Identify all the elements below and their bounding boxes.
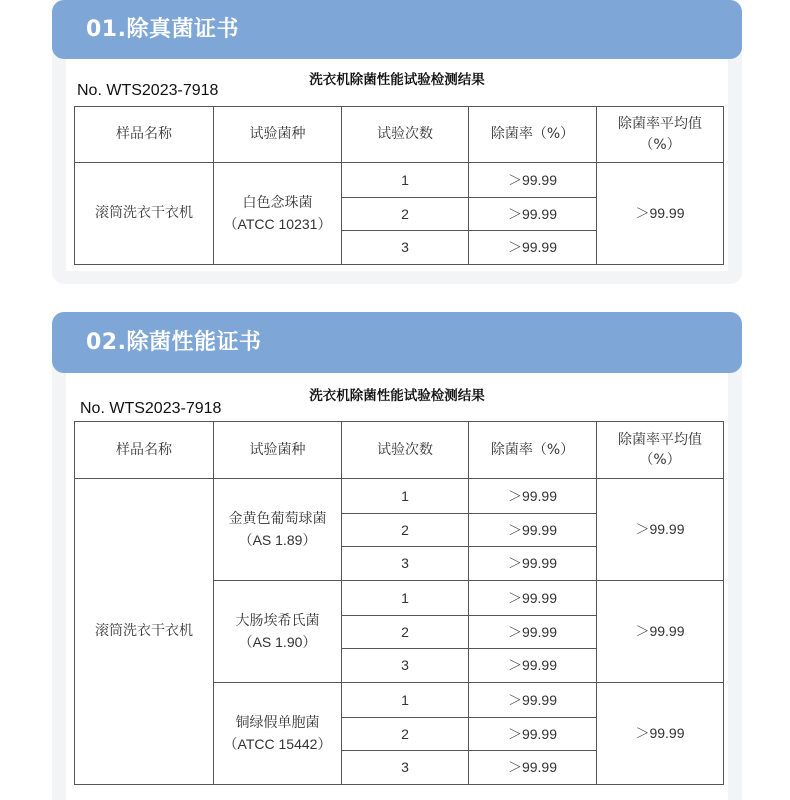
- trial-number: 3: [342, 649, 469, 683]
- average-rate-cell: ＞99.99: [597, 581, 724, 683]
- strain-name: 铜绿假单胞菌: [235, 715, 320, 732]
- sample-name-cell: 滚筒洗衣干衣机: [75, 163, 214, 265]
- trial-number: 2: [342, 198, 469, 231]
- results-table: [74, 421, 724, 785]
- trial-rate: ＞99.99: [469, 198, 597, 231]
- header-trial-count: 试验次数: [342, 107, 469, 163]
- report-title: 洗衣机除菌性能试验检测结果: [309, 72, 485, 88]
- header-average-rate: [597, 422, 724, 479]
- trial-number: 2: [342, 616, 469, 649]
- trial-rate: ＞99.99: [469, 649, 597, 683]
- section-title: 02.除菌性能证书: [86, 330, 262, 355]
- average-rate-cell: ＞99.99: [597, 479, 724, 581]
- header-average-rate-label: 除菌率平均值（%）: [618, 431, 702, 468]
- results-table: [74, 106, 724, 265]
- trial-number: 3: [342, 231, 469, 265]
- header-sample-name: 样品名称: [75, 107, 214, 163]
- trial-rate: ＞99.99: [469, 231, 597, 265]
- strain-name: 金黄色葡萄球菌: [228, 511, 327, 528]
- header-average-rate-label: 除菌率平均值（%）: [618, 116, 702, 153]
- strain-code: （AS 1.90）: [238, 633, 317, 650]
- average-rate-cell: ＞99.99: [597, 683, 724, 785]
- certificate-card-antifungal: [52, 0, 742, 284]
- trial-number: 1: [342, 683, 469, 718]
- header-trial-count: 试验次数: [342, 422, 469, 479]
- trial-number: 1: [342, 479, 469, 514]
- header-average-rate: [597, 107, 724, 163]
- section-banner: [52, 312, 742, 373]
- report-sheet: [66, 373, 728, 800]
- strain-name: 大肠埃希氏菌: [235, 613, 320, 630]
- table-row: [75, 479, 724, 514]
- strain-code: （ATCC 10231）: [223, 215, 332, 232]
- header-sample-name: 样品名称: [75, 422, 214, 479]
- trial-rate: ＞99.99: [469, 683, 597, 718]
- report-number: No. WTS2023-7918: [77, 82, 219, 99]
- section-banner: [52, 0, 742, 59]
- header-removal-rate: 除菌率（%）: [469, 422, 597, 479]
- certificate-card-antibacterial: [52, 312, 742, 800]
- report-title: 洗衣机除菌性能试验检测结果: [309, 388, 485, 404]
- header-test-strain: 试验菌种: [214, 107, 342, 163]
- strain-code: （AS 1.89）: [238, 531, 317, 548]
- trial-number: 2: [342, 514, 469, 547]
- report-number: No. WTS2023-7918: [80, 400, 222, 417]
- strain-cell: [214, 683, 342, 785]
- average-rate-cell: ＞99.99: [597, 163, 724, 265]
- strain-cell: [214, 163, 342, 265]
- trial-number: 3: [342, 751, 469, 785]
- header-removal-rate: 除菌率（%）: [469, 107, 597, 163]
- trial-rate: ＞99.99: [469, 581, 597, 616]
- table-header-row: [75, 107, 724, 163]
- trial-rate: ＞99.99: [469, 479, 597, 514]
- trial-rate: ＞99.99: [469, 616, 597, 649]
- strain-cell: [214, 479, 342, 581]
- trial-number: 3: [342, 547, 469, 581]
- header-test-strain: 试验菌种: [214, 422, 342, 479]
- trial-rate: ＞99.99: [469, 751, 597, 785]
- strain-cell: [214, 581, 342, 683]
- section-title: 01.除真菌证书: [86, 17, 239, 42]
- strain-name: 白色念珠菌: [242, 195, 313, 212]
- report-sheet: [66, 59, 728, 271]
- table-header-row: [75, 422, 724, 479]
- trial-rate: ＞99.99: [469, 514, 597, 547]
- trial-rate: ＞99.99: [469, 547, 597, 581]
- trial-number: 1: [342, 581, 469, 616]
- trial-rate: ＞99.99: [469, 163, 597, 198]
- strain-code: （ATCC 15442）: [223, 735, 332, 752]
- trial-number: 1: [342, 163, 469, 198]
- trial-number: 2: [342, 718, 469, 751]
- table-row: [75, 163, 724, 198]
- sample-name-cell: 滚筒洗衣干衣机: [75, 479, 214, 785]
- trial-rate: ＞99.99: [469, 718, 597, 751]
